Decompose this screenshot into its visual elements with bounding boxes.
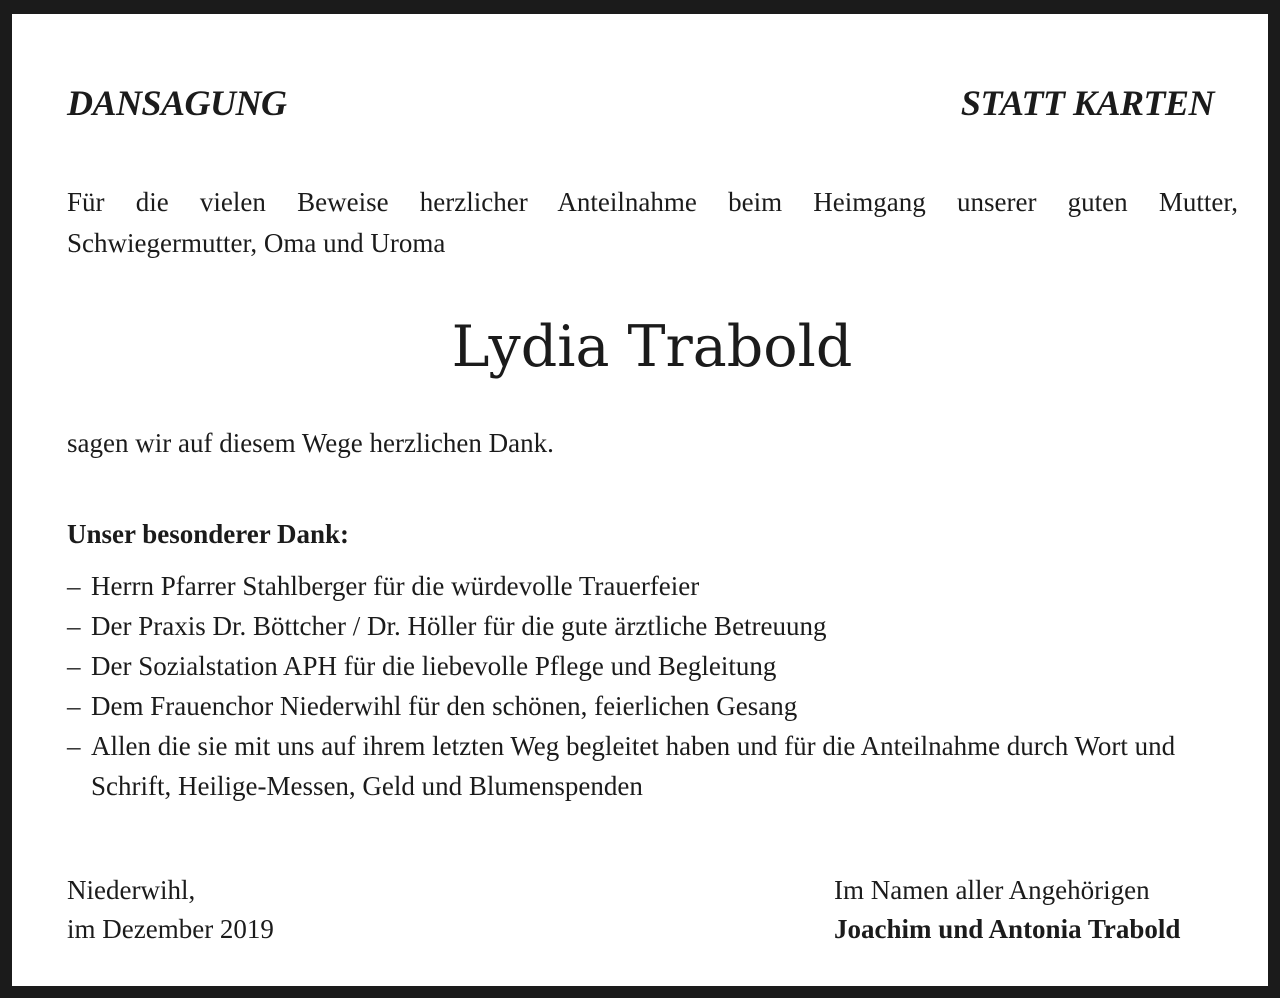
dash-bullet: – <box>67 571 81 601</box>
header-statt-karten: STATT KARTEN <box>960 83 1214 123</box>
on-behalf-line: Im Namen aller Angehörigen <box>834 875 1150 905</box>
deceased-name: Lydia Trabold <box>451 314 853 380</box>
list-item <box>67 606 1247 646</box>
special-thanks-heading: Unser besonderer Dank: <box>67 519 350 549</box>
dash-bullet: – <box>67 611 81 641</box>
intro-line-1: Für die vielen Beweise herzlicher Anteilnahme beim Heimgang unserer guten Mutter, <box>67 187 1238 217</box>
intro-paragraph <box>67 182 1238 264</box>
dash-bullet: – <box>67 651 81 681</box>
signatories: Joachim und Antonia Trabold <box>834 914 1181 944</box>
list-item-text: Allen die sie mit uns auf ihrem letzten Weg begleitet haben und für die Anteilnahme durch Wort und Schrift, Heilige-Messen, Geld und Blumenspenden <box>91 731 1176 801</box>
list-item <box>67 646 1247 686</box>
list-item-text: Der Praxis Dr. Böttcher / Dr. Höller für die gute ärztliche Betreuung <box>91 611 827 641</box>
list-item-text: Herrn Pfarrer Stahlberger für die würdevolle Trauerfeier <box>91 571 700 601</box>
date: im Dezember 2019 <box>67 914 274 944</box>
list-item <box>67 726 1247 806</box>
list-item-text: Dem Frauenchor Niederwihl für den schönen, feierlichen Gesang <box>91 691 798 721</box>
place: Niederwihl, <box>67 875 196 905</box>
special-thanks-list <box>67 566 1247 806</box>
thanks-line: sagen wir auf diesem Wege herzlichen Dank. <box>67 428 554 458</box>
list-item <box>67 566 1247 606</box>
dash-bullet: – <box>67 731 81 761</box>
list-item <box>67 686 1247 726</box>
list-item-text: Der Sozialstation APH für die liebevolle Pflege und Begleitung <box>91 651 777 681</box>
header-dansagung: DANSAGUNG <box>67 83 287 123</box>
dash-bullet: – <box>67 691 81 721</box>
intro-line-2: Schwiegermutter, Oma und Uroma <box>67 228 446 258</box>
